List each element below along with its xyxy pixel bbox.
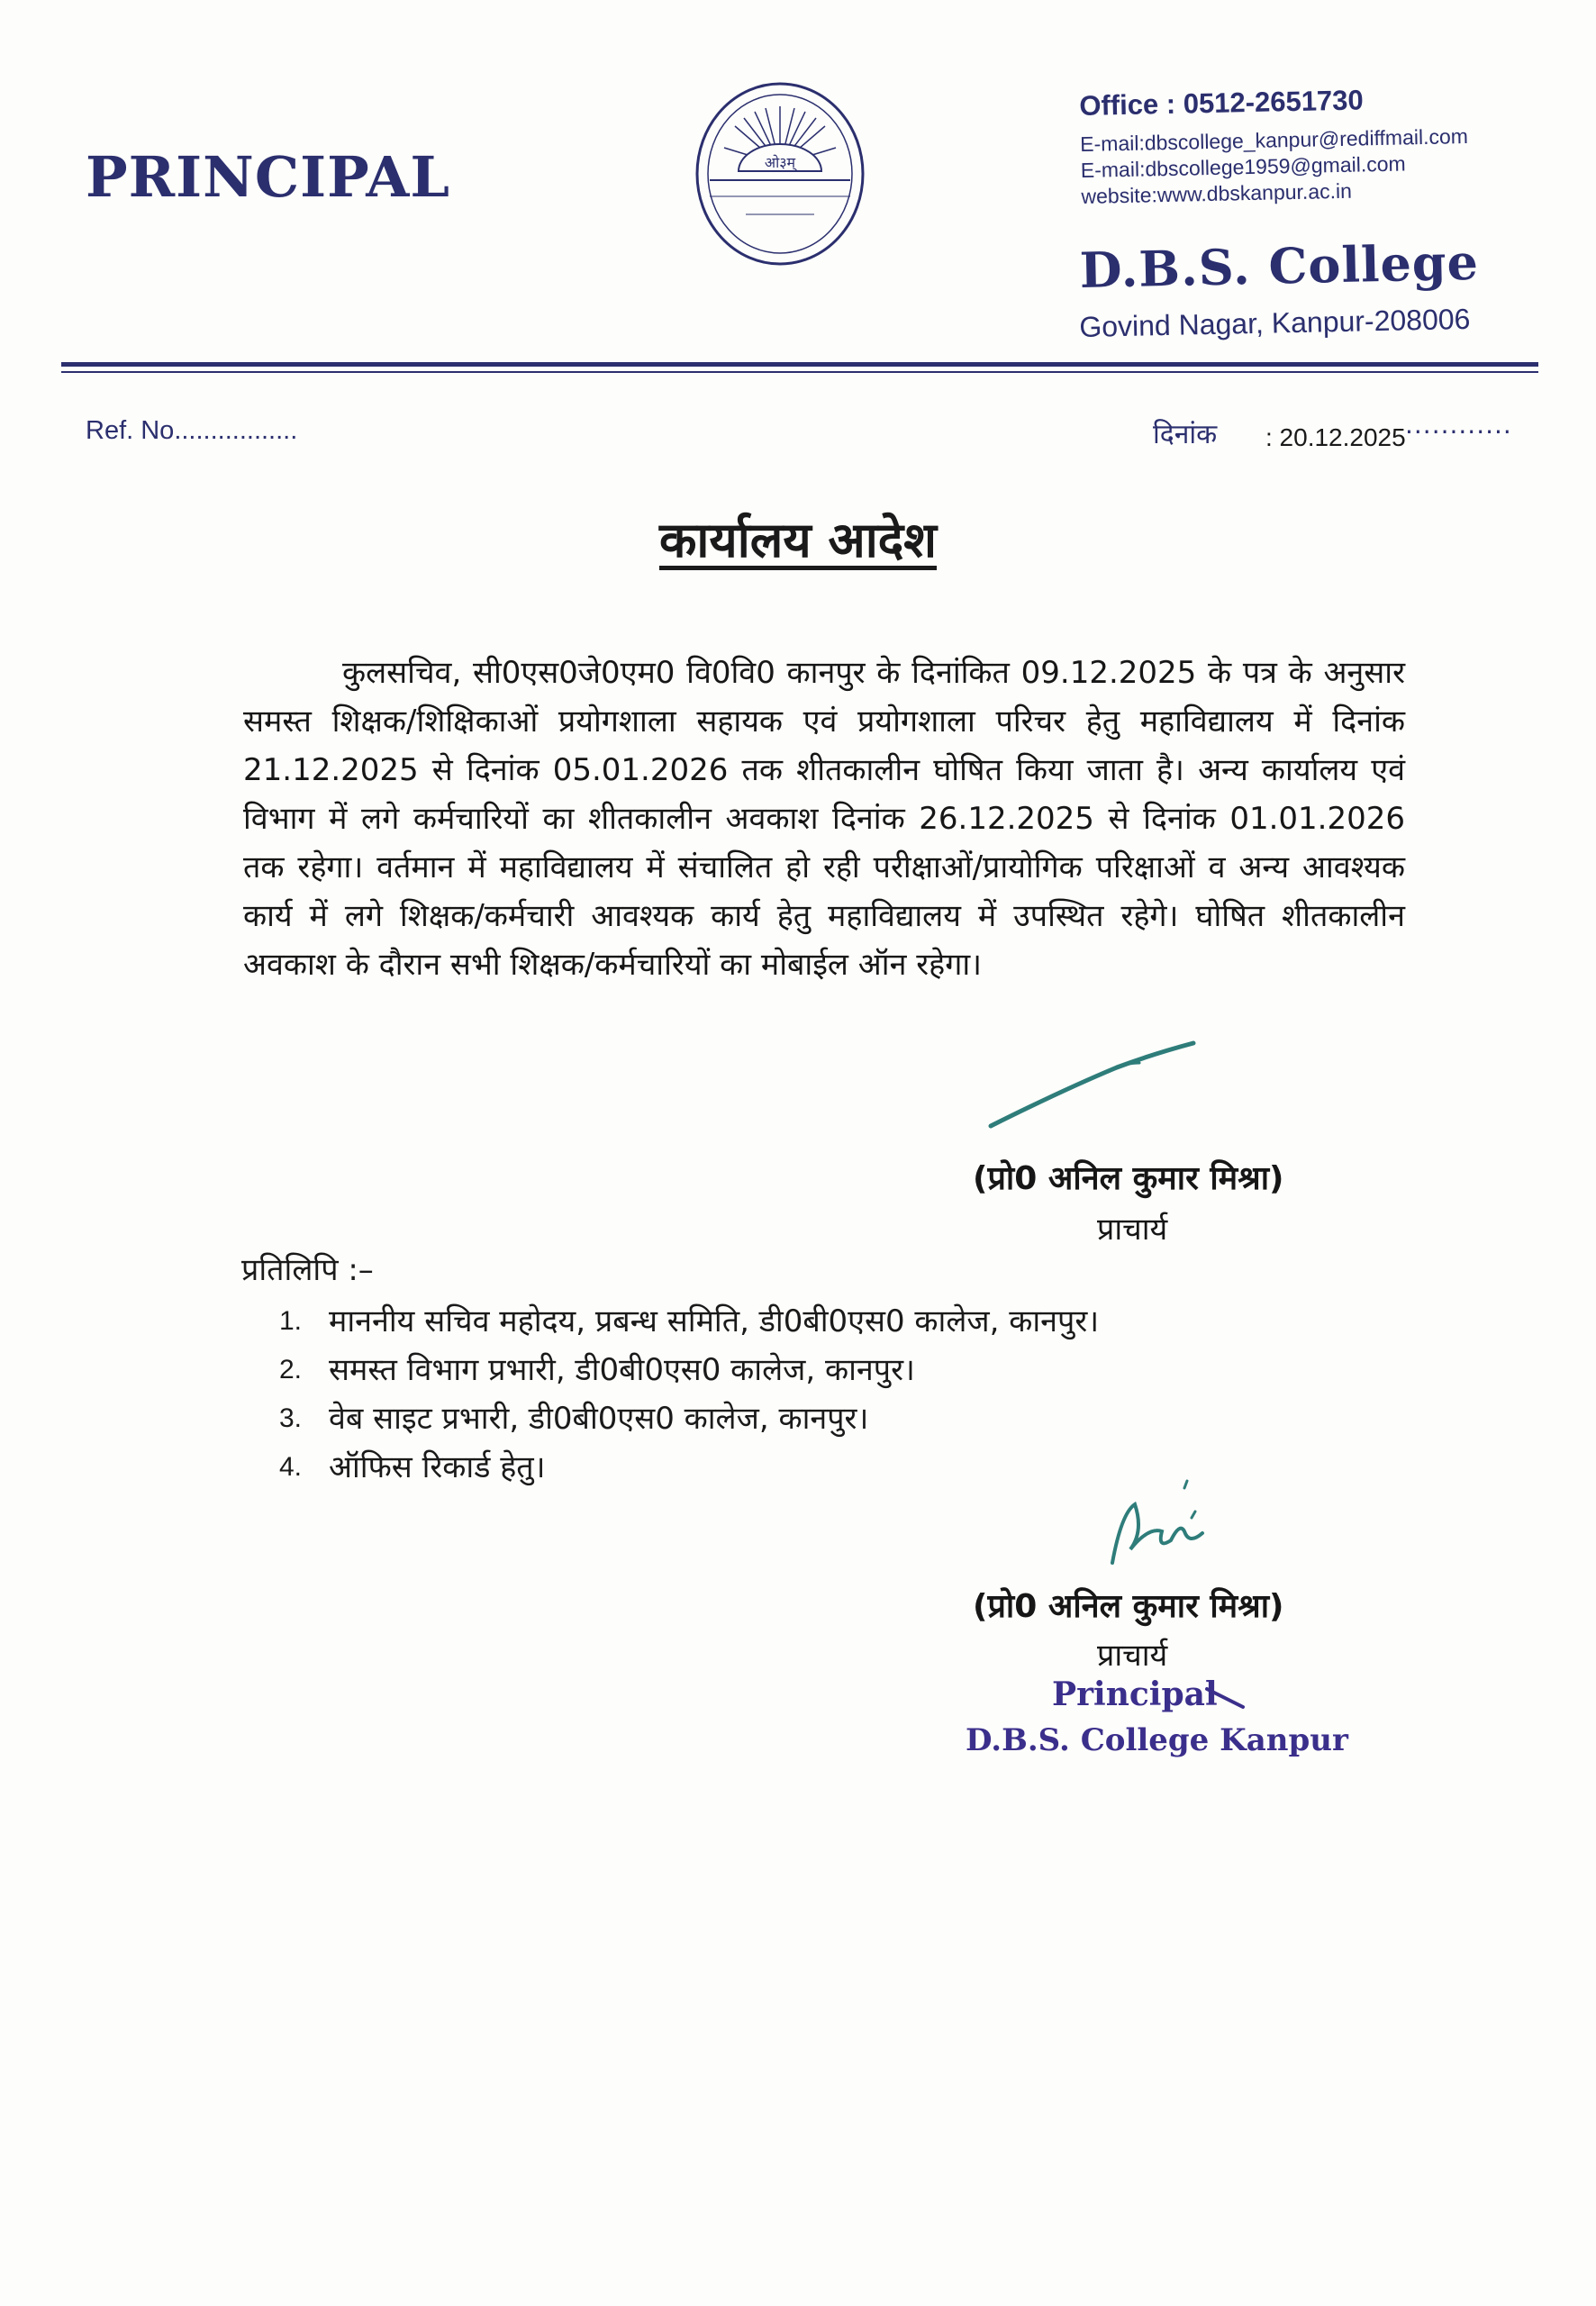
list-item: 2. समस्त विभाग प्रभारी, डी0बी0एस0 कालेज, कानपुर। — [279, 1352, 915, 1388]
contact-block — [1079, 82, 1469, 210]
date-dots: ............ — [1405, 410, 1512, 440]
stamp-mark — [1202, 1684, 1247, 1711]
college-address: Govind Nagar, Kanpur-208006 — [1079, 302, 1471, 343]
email-gmail: E-mail:dbscollege1959@gmail.com — [1080, 151, 1406, 182]
signatory-name-2: (प्रो0 अनिल कुमार मिश्रा) — [973, 1588, 1284, 1625]
college-stamp: D.B.S. College Kanpur — [966, 1722, 1348, 1758]
signatory-name: (प्रो0 अनिल कुमार मिश्रा) — [973, 1160, 1284, 1197]
signature-stroke — [982, 1036, 1198, 1135]
seal-text: ओ३म् — [764, 154, 796, 171]
list-item: 1. माननीय सचिव महोदय, प्रबन्ध समिति, डी0बी0एस0 कालेज, कानपुर। — [279, 1303, 1100, 1339]
header-divider — [61, 362, 1538, 367]
order-body: कुलसचिव, सी0एस0जे0एम0 वि0वि0 कानपुर के दिनांकित 09.12.2025 के पत्र के अनुसार समस्त शिक्षक/शिक्षिकाओं प्रयोगशाला सहायक एवं प्रयोगशाला परिचर हेतु महाविद्यालय में दिनांक 21.12.2025 से दिनांक 05.01.2026 तक शीतकालीन घोषित किया जाता है। अन्य कार्यालय एवं विभाग में लगे कर्मचारियों का शीतकालीन अवकाश दिनांक 26.12.2025 से दिनांक 01.01.2026 तक रहेगा। वर्तमान में महाविद्यालय में संचालित हो रही परीक्षाओं/प्रायोगिक परिक्षाओं व अन्य आवश्यक कार्य में लगे शिक्षक/कर्मचारी आवश्यक कार्य हेतु महाविद्यालय में उपस्थित रहेगे। घोषित शीतकालीन अवकाश के दौरान सभी शिक्षक/कर्मचारियों का मोबाईल ऑन रहेगा। — [243, 655, 1405, 983]
reference-number: Ref. No................. — [86, 416, 298, 445]
website: website:www.dbskanpur.ac.in — [1081, 178, 1353, 208]
copy-to-label: प्रतिलिपि :– — [241, 1252, 374, 1288]
college-seal-logo — [692, 79, 868, 268]
date-label: दिनांक — [1153, 419, 1218, 450]
principal-label: PRINCIPAL — [86, 144, 450, 210]
principal-stamp: Principal — [1052, 1675, 1218, 1713]
signature-handwritten — [1094, 1477, 1238, 1576]
office-phone: Office : 0512-2651730 — [1079, 84, 1365, 122]
signatory-title: प्राचार्य — [1097, 1212, 1168, 1248]
date-value: : 20.12.2025 — [1265, 423, 1406, 451]
header-divider-thin — [61, 371, 1538, 373]
list-item: 4. ऑफिस रिकार्ड हेतु। — [279, 1449, 546, 1485]
document-title: कार्यालय आदेश — [658, 512, 938, 568]
email-rediffmail: E-mail:dbscollege_kanpur@rediffmail.com — [1079, 123, 1469, 156]
copy-to-list — [279, 1297, 1099, 1492]
signatory-title-2: प्राचार्य — [1097, 1638, 1168, 1674]
college-name: D.B.S. College — [1079, 232, 1480, 299]
list-item: 3. वेब साइट प्रभारी, डी0बी0एस0 कालेज, कानपुर। — [279, 1401, 869, 1437]
